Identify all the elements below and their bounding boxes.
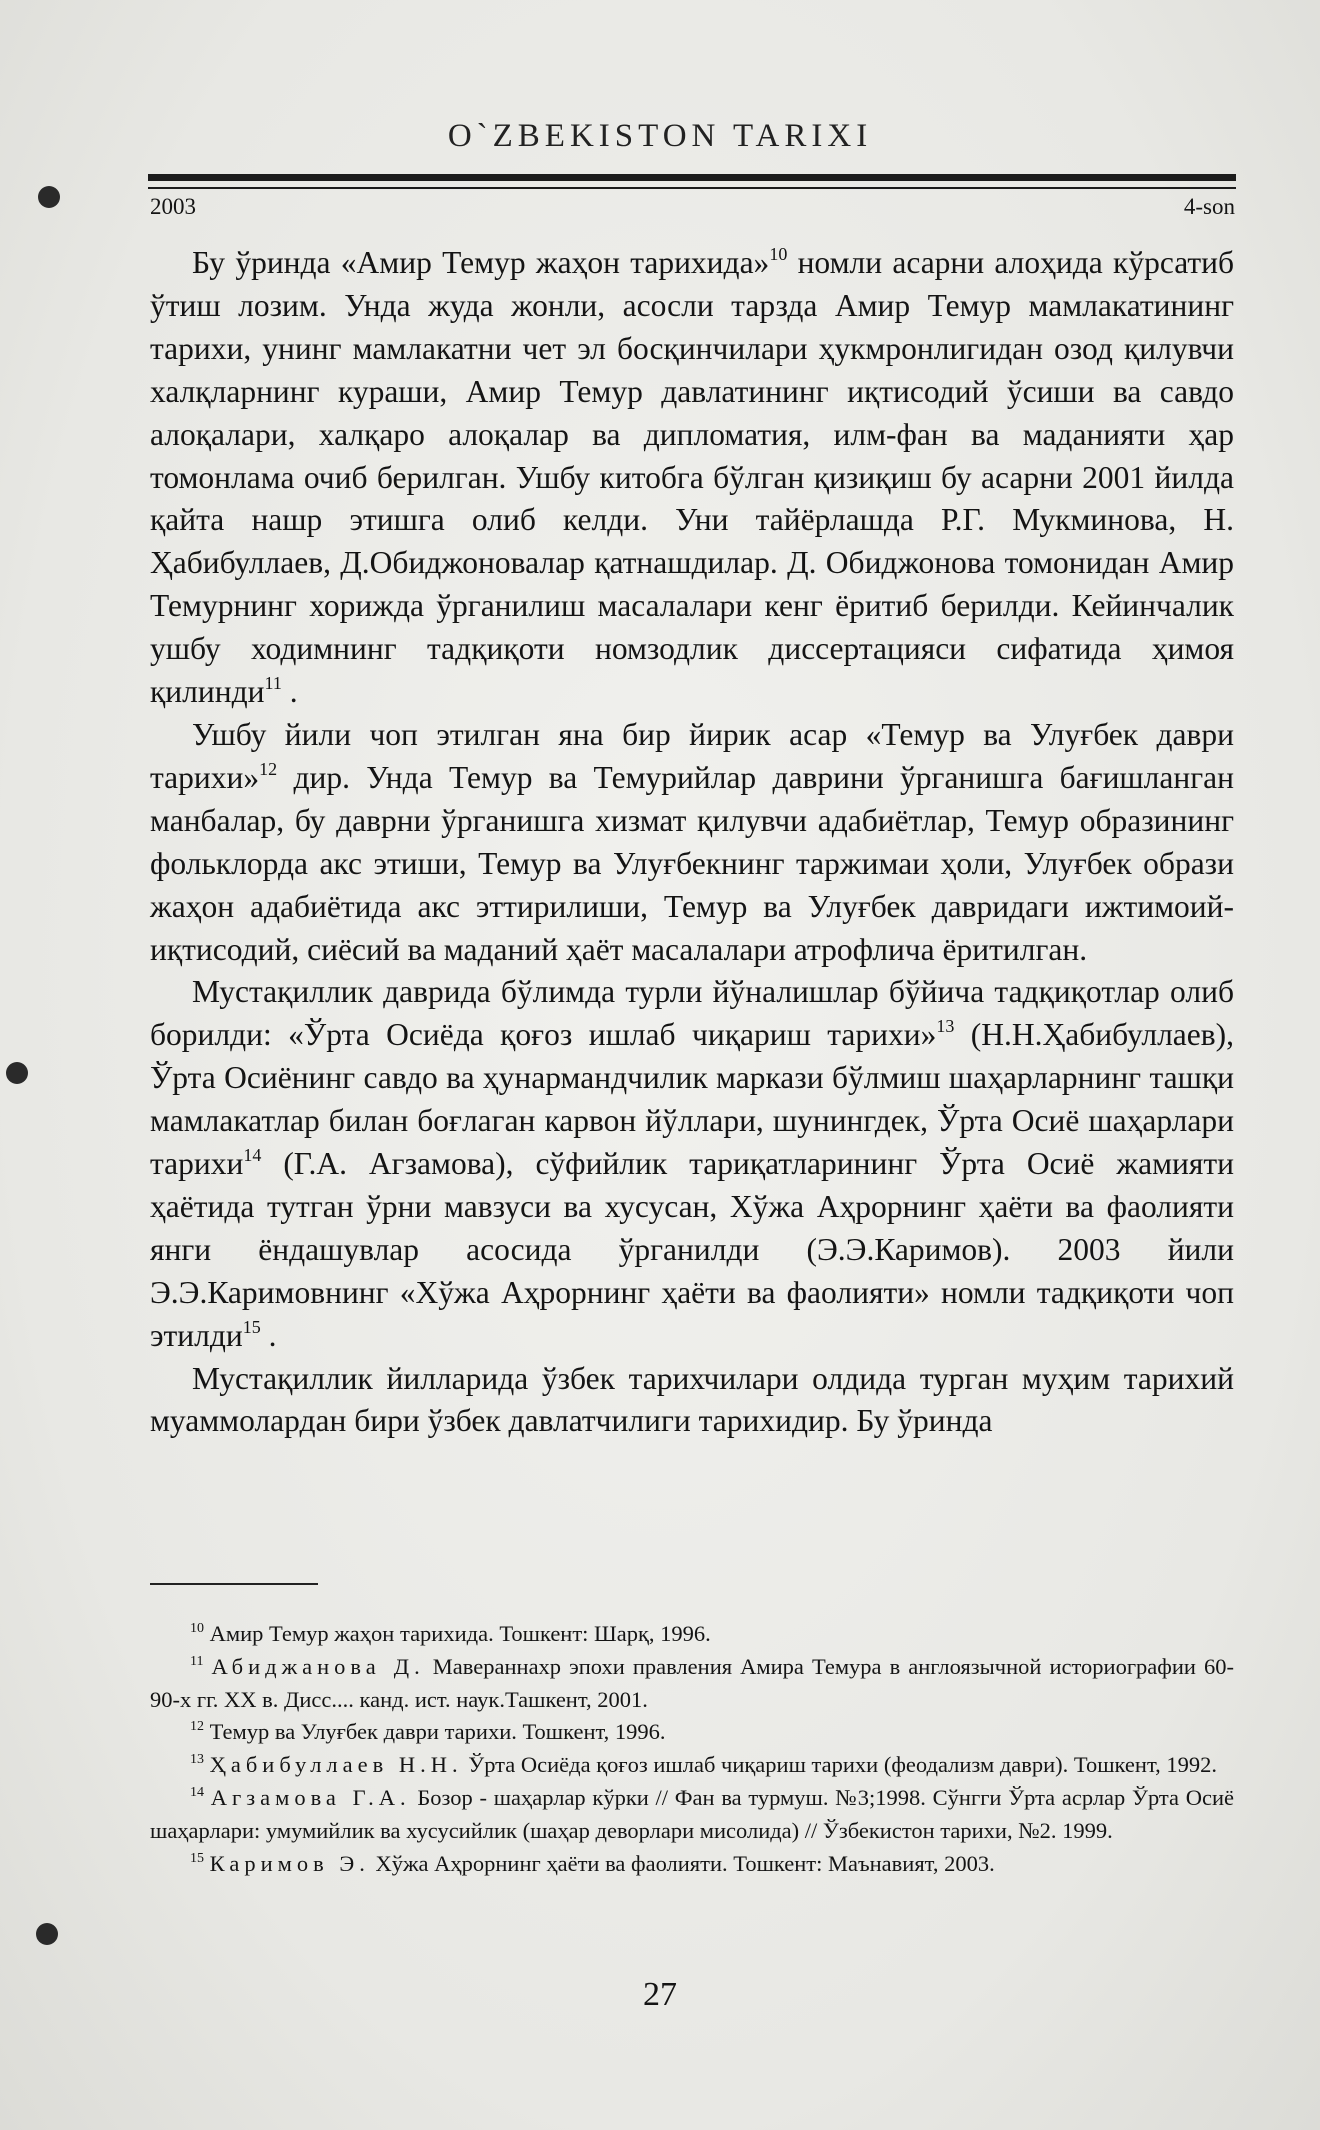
footnote-number: 15 <box>190 1850 204 1866</box>
footnote-12 <box>150 1716 1234 1749</box>
footnote-ref: 12 <box>259 758 278 779</box>
paragraph-1 <box>150 242 1234 714</box>
punch-hole-bottom <box>36 1923 58 1945</box>
paragraph-text: (Г.А. Агзамова), сўфийлик тариқатларининг Ўрта Осиё жамияти ҳаётида тутган ўрни мавзуси ва хусусан, Хўжа Аҳрорнинг ҳаёти ва фаолияти янги ёндашувлар асосида ўрганилди (Э.Э.Каримов). 2003 йили Э.Э.Каримовнинг «Хўжа Аҳрорнинг ҳаёти ва фаолияти» номли тадқиқоти чоп этилди <box>150 1146 1234 1353</box>
footnote-author: Ҳабибуллаев Н.Н. <box>209 1752 463 1778</box>
paragraph-2 <box>150 714 1234 971</box>
footnote-14 <box>150 1782 1234 1848</box>
footnote-10 <box>150 1618 1234 1651</box>
footnotes <box>150 1618 1234 1880</box>
header-issue: 4-son <box>1183 194 1235 219</box>
footnote-13 <box>150 1749 1234 1782</box>
footnote-author: Агзамова Г.А. <box>210 1784 411 1810</box>
paragraph-text: Бу ўринда «Амир Темур жаҳон тарихида» <box>192 245 770 280</box>
punch-hole-top <box>38 186 60 208</box>
footnote-ref: 13 <box>936 1016 955 1037</box>
footnote-ref: 15 <box>242 1316 261 1337</box>
header-year: 2003 <box>150 194 196 219</box>
footnote-text: Мавераннахр эпохи правления Амира Темура в англоязычной историографии 60-90-х гг. XX в. Дисс.... канд. ист. наук.Ташкент, 2001. <box>150 1653 1234 1712</box>
page-number: 27 <box>643 1976 677 2013</box>
footnote-ref: 11 <box>264 673 282 694</box>
header-rule-thin <box>148 187 1236 189</box>
paragraph-text: . <box>260 1317 277 1353</box>
footnote-text: Хўжа Аҳрорнинг ҳаёти ва фаолияти. Тошкент: Маънавият, 2003. <box>369 1850 995 1876</box>
punch-hole-middle <box>6 1062 28 1084</box>
paragraph-text: Мустақиллик даврида бўлимда турли йўналишлар бўйича тадқиқотлар олиб борилди: «Ўрта Осиёда қоғоз ишлаб чиқариш тарихи» <box>150 974 1234 1053</box>
footnote-number: 12 <box>190 1719 204 1735</box>
footnote-number: 10 <box>190 1621 204 1636</box>
paragraph-3 <box>150 971 1234 1357</box>
paragraph-4: Мустақиллик йилларида ўзбек тарихчилари олдида турган муҳим тарихий муаммолардан бири ўзбек давлатчилиги тарихидир. Бу ўринда <box>150 1360 1234 1439</box>
footnote-15 <box>150 1848 1234 1881</box>
footnote-number: 14 <box>190 1784 204 1800</box>
header-rule-thick <box>148 174 1236 181</box>
paragraph-text: номли асарни алоҳида кўрсатиб ўтиш лозим. Унда жуда жонли, асосли тарзда Амир Темур мамлакатининг тарихи, унинг мамлакатни чет эл босқинчилари ҳукмронлигидан озод қилувчи халқларнинг кураши, Амир Темур давлатининг иқтисодий ўсиши ва савдо алоқалари, халқаро алоқалар ва дипломатия, илм-фан ва маданияти ҳар томонлама очиб берилган. Ушбу китобга бўлган қизиқиш бу асарни 2001 йилда қайта нашр этишга олиб келди. Уни тайёрлашда Р.Г. Мукминова, Н. Ҳабибуллаев, Д.Обиджоновалар қатнашдилар. Д. Обиджонова томонидан Амир Темурнинг хорижда ўрганилиш масалалари кенг ёритиб берилди. Кейинчалик ушбу ходимнинг тадқиқоти номзодлик диссертацияси сифатида ҳимоя қилинди <box>150 245 1235 710</box>
footnote-11 <box>150 1651 1234 1717</box>
footnote-author: Абиджанова Д. <box>211 1653 425 1679</box>
footnote-separator <box>150 1583 318 1585</box>
paragraph-text: . <box>281 674 298 710</box>
paragraph-text: (Н.Н.Ҳабибуллаев), Ўрта Осиёнинг савдо ва ҳунармандчилик маркази бўлмиш шаҳарларнинг ташқи мамлакатлар билан боғлаган карвон йўллари, шунингдек, Ўрта Осиё шаҳарлари тарихи <box>150 1017 1234 1182</box>
footnote-text: Бозор - шаҳарлар кўрки // Фан ва турмуш. №3;1998. Сўнгги Ўрта асрлар Ўрта Осиё шаҳарлари: умумийлик ва хусусийлик (шаҳар деворлари мисолида) // Ўзбекистон тарихи, №2. 1999. <box>150 1784 1234 1843</box>
footnote-number: 11 <box>190 1653 204 1669</box>
footnote-number: 13 <box>190 1752 204 1768</box>
journal-title: O`ZBEKISTON TARIXI <box>447 118 873 154</box>
footnote-text: Ўрта Осиёда қоғоз ишлаб чиқариш тарихи (феодализм даври). Тошкент, 1992. <box>462 1752 1217 1778</box>
footnote-ref: 10 <box>769 244 788 264</box>
paragraph-text: Ушбу йили чоп этилган яна бир йирик асар «Темур ва Улуғбек даври тарихи» <box>150 716 1234 795</box>
footnote-ref: 14 <box>243 1145 262 1166</box>
paragraph-text: дир. Унда Темур ва Темурийлар даврини ўрганишга бағишланган манбалар, бу даврни ўрганишга хизмат қилувчи адабиётлар, Темур образининг фольклорда акс этиши, Темур ва Улуғбекнинг таржимаи ҳоли, Улуғбек образи жаҳон адабиётида акс эттирилиши, Темур ва Улуғбек давридаги ижтимоий-иқтисодий, сиёсий ва маданий ҳаёт масалалари атрофлича ёритилган. <box>150 759 1234 967</box>
article-body <box>150 242 1234 1443</box>
footnote-text: Амир Темур жаҳон тарихида. Тошкент: Шарқ, 1996. <box>209 1621 711 1646</box>
footnote-author: Каримов Э. <box>209 1850 370 1876</box>
footnote-text: Темур ва Улуғбек даври тарихи. Тошкент, 1996. <box>209 1719 666 1745</box>
